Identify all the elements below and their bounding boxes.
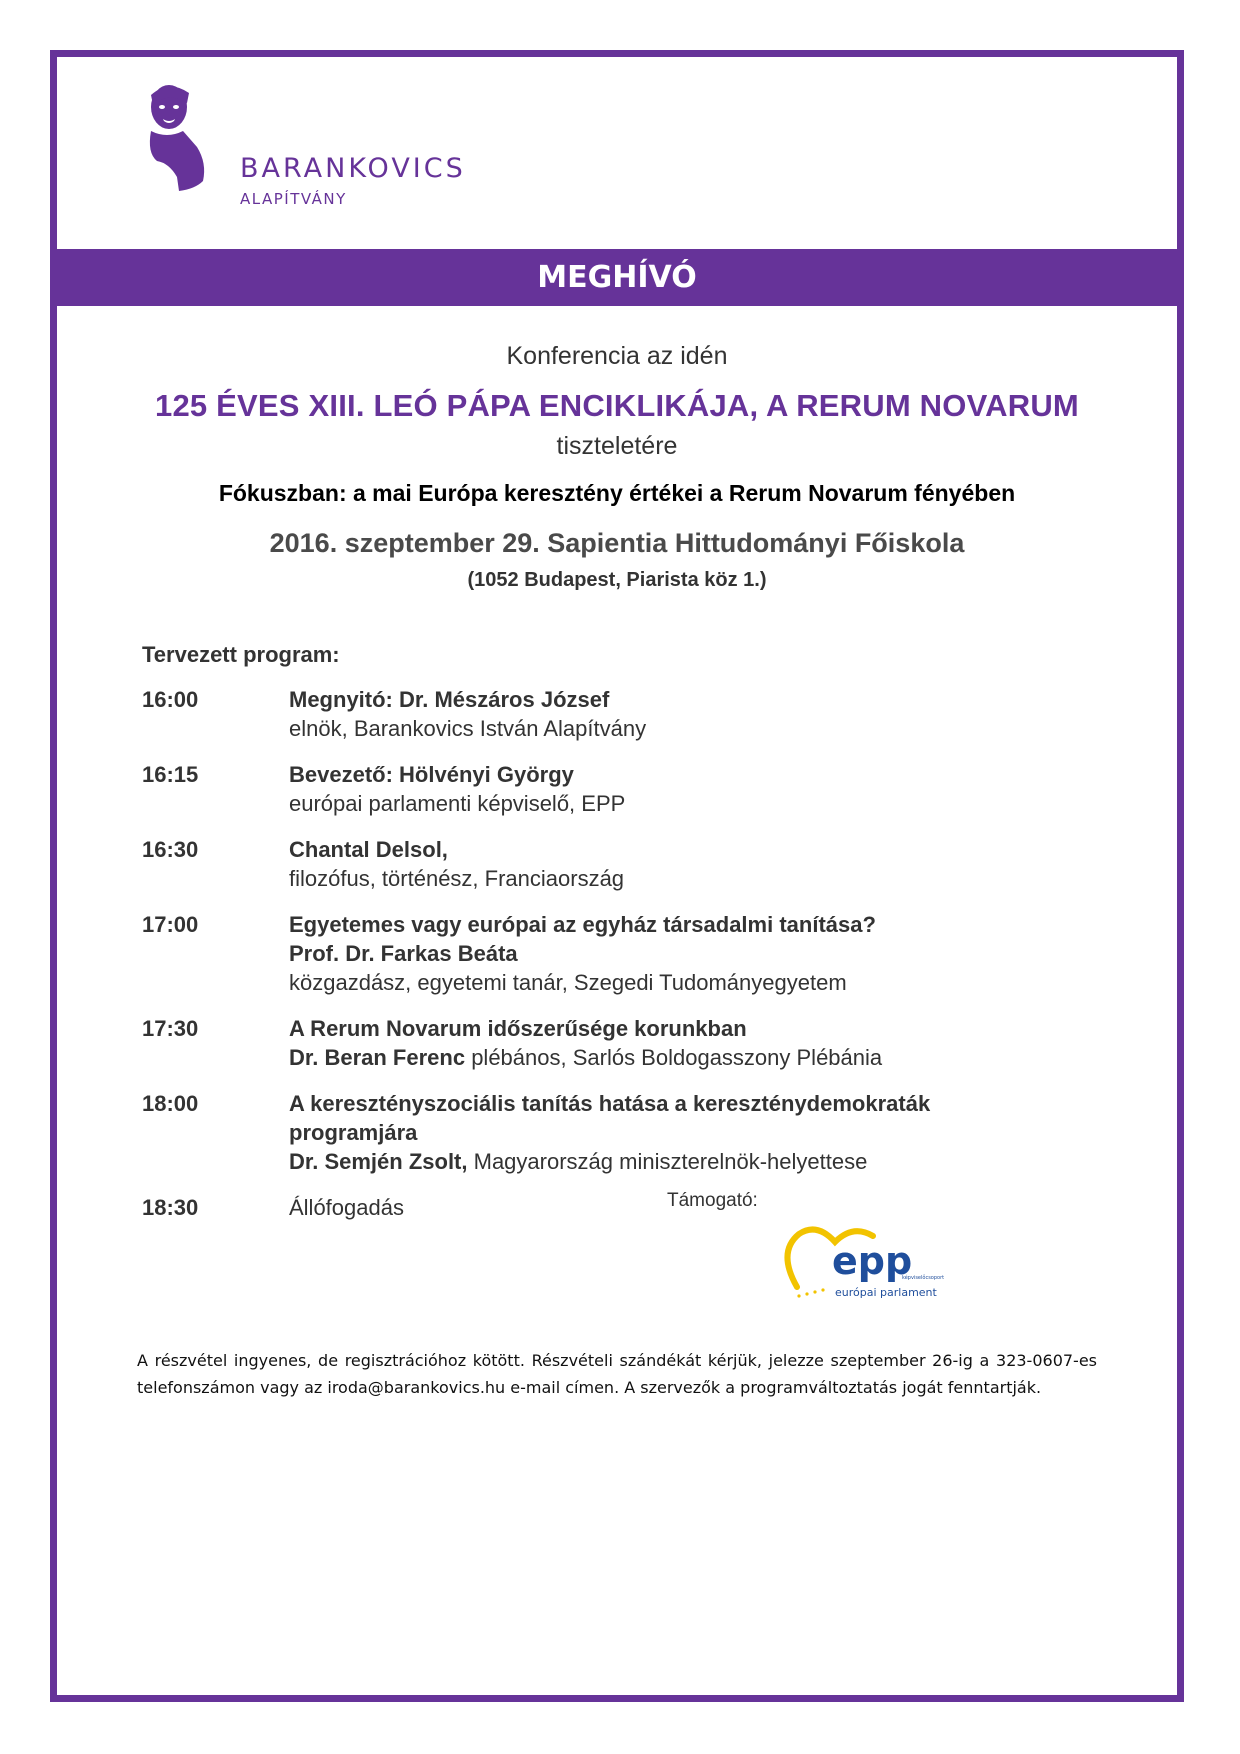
program-title: Chantal Delsol, (289, 837, 448, 862)
program-time: 16:00 (142, 687, 199, 712)
program-detail: közgazdász, egyetemi tanár, Szegedi Tudományegyetem (289, 970, 847, 995)
program-detail: elnök, Barankovics István Alapítvány (289, 716, 647, 741)
program-time: 16:30 (142, 837, 199, 862)
invitation-banner (57, 249, 1177, 306)
program-detail: Magyarország miniszterelnök-helyettese (467, 1149, 868, 1174)
program-detail: európai parlamenti képviselő, EPP (289, 791, 626, 816)
program-section (142, 642, 1042, 1239)
date-place: 2016. szeptember 29. Sapientia Hittudományi Főiskola (269, 528, 965, 558)
logo-name: BARANKOVICS (240, 153, 466, 184)
program-item (142, 1014, 1042, 1072)
program-item (142, 685, 1042, 743)
conference-label: Konferencia az idén (506, 342, 728, 370)
program-speaker: Dr. Beran Ferenc (289, 1045, 466, 1070)
barankovics-portrait-logo (117, 77, 237, 197)
epp-stars (797, 1288, 824, 1297)
program-item (142, 1193, 1042, 1222)
epp-wordmark: epp (832, 1239, 913, 1283)
program-detail: filozófus, történész, Franciaország (289, 866, 625, 891)
program-detail: plébános, Sarlós Boldogasszony Plébánia (465, 1045, 883, 1070)
program-speaker: Dr. Semjén Zsolt, (289, 1149, 468, 1174)
program-time: 17:00 (142, 912, 199, 937)
program-item (142, 835, 1042, 893)
program-heading: Tervezett program: (142, 642, 340, 667)
program-title: Egyetemes vagy európai az egyház társadalmi tanítása? (289, 912, 876, 937)
program-item (142, 1089, 1042, 1176)
main-title: 125 ÉVES XIII. LEÓ PÁPA ENCIKLIKÁJA, A RERUM NOVARUM (155, 388, 1079, 423)
logo-text (240, 153, 466, 208)
program-time: 18:00 (142, 1091, 199, 1116)
program-time: 17:30 (142, 1016, 199, 1041)
sponsor-label: Támogató: (667, 1190, 758, 1211)
address: (1052 Budapest, Piarista köz 1.) (467, 569, 767, 591)
program-time: 18:30 (142, 1195, 199, 1220)
program-item (142, 910, 1042, 997)
program-title: Állófogadás (289, 1195, 404, 1220)
epp-logo (777, 1222, 957, 1307)
banner-title: MEGHÍVÓ (537, 260, 697, 295)
program-speaker: Prof. Dr. Farkas Beáta (289, 941, 518, 966)
logo-subtitle: ALAPÍTVÁNY (240, 190, 347, 208)
program-title: Megnyitó: Dr. Mészáros József (289, 687, 610, 712)
registration-note: A részvétel ingyenes, de regisztrációhoz kötött. Részvételi szándékát kérjük, jelezze szeptember 26-ig a 323-0607-es telefonszámon vagy az iroda@barankovics.hu e-mail címen. A szervezők a programváltoztatás jogát fenntartják. (137, 1351, 1097, 1397)
program-title: A Rerum Novarum időszerűsége korunkban (289, 1016, 747, 1041)
program-title: A keresztényszociális tanítás hatása a kereszténydemokraták programjára (289, 1091, 931, 1145)
program-title: Bevezető: Hölvényi György (289, 762, 574, 787)
program-item (142, 760, 1042, 818)
epp-small-text: képviselőcsoport (902, 1275, 945, 1281)
program-time: 16:15 (142, 762, 199, 787)
epp-subtitle: európai parlament (835, 1286, 937, 1299)
focus-line: Fókuszban: a mai Európa keresztény értékei a Rerum Novarum fényében (218, 480, 1016, 506)
invitation-frame (50, 50, 1184, 1702)
honor-line: tiszteletére (556, 432, 678, 460)
